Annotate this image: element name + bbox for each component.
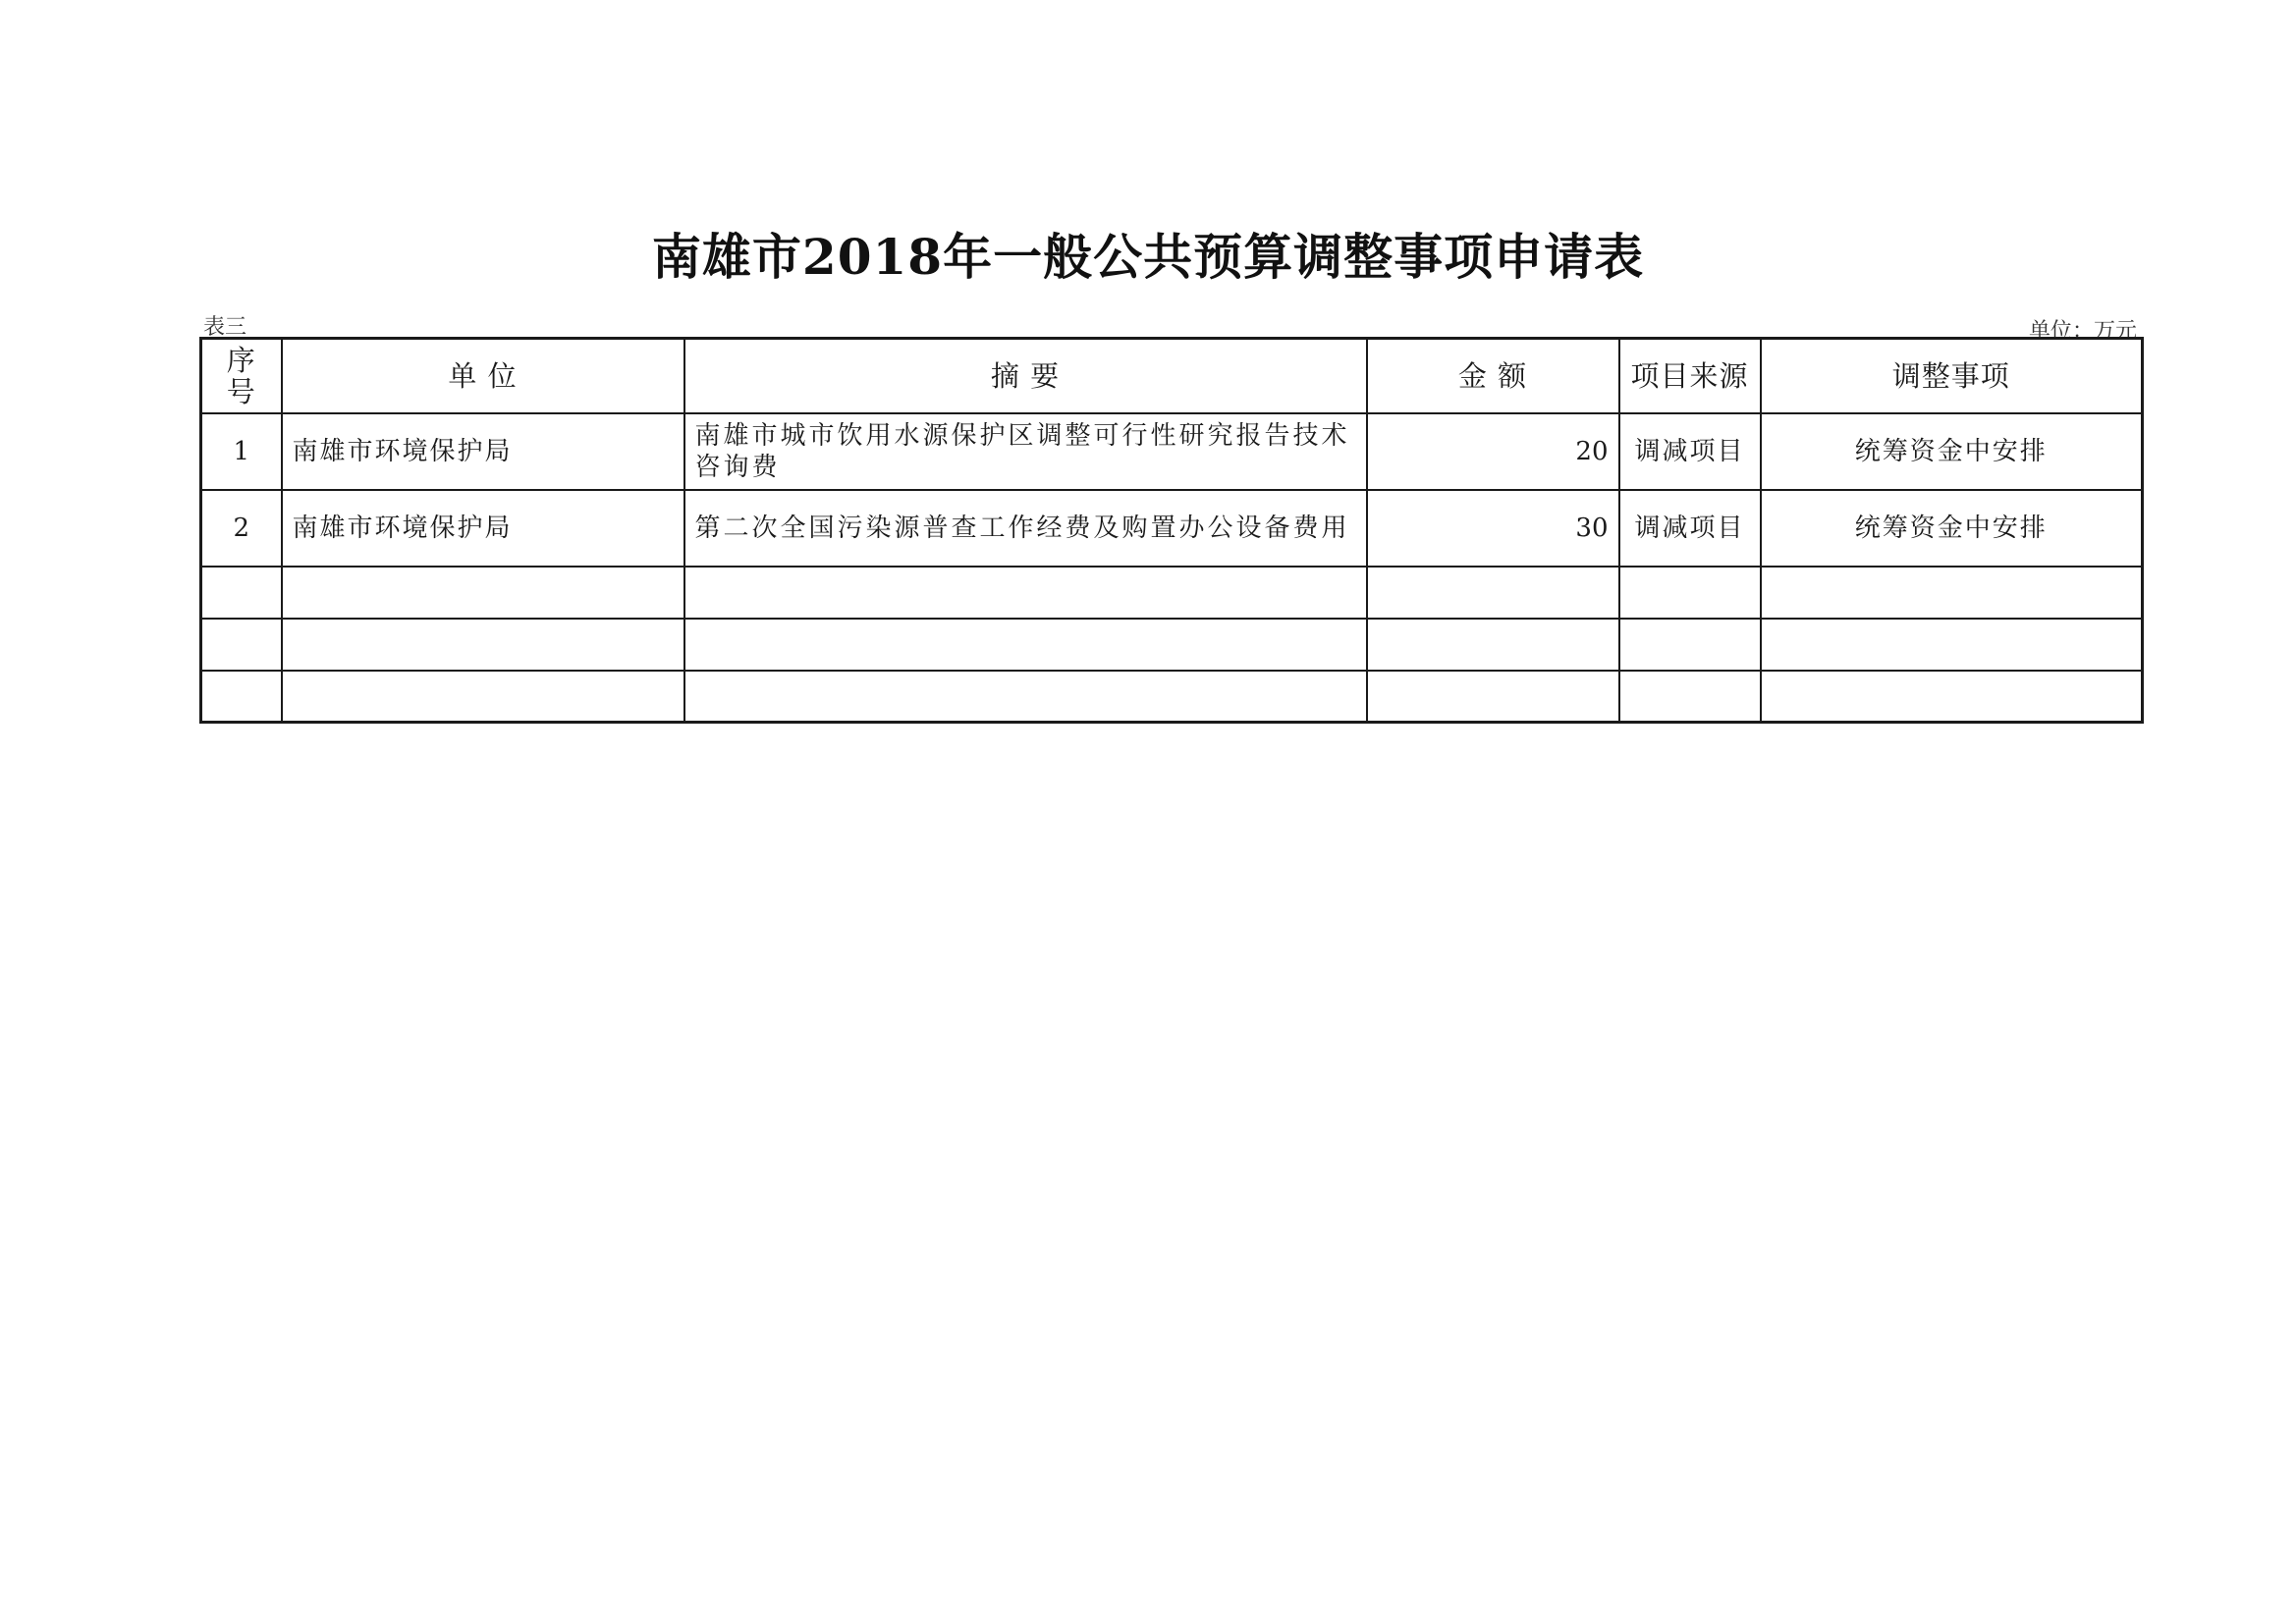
empty-cell [1367, 671, 1619, 723]
cell-source: 调减项目 [1619, 413, 1761, 490]
empty-cell [684, 671, 1367, 723]
empty-cell [684, 567, 1367, 619]
empty-cell [1619, 671, 1761, 723]
unit-label: 单位：万元 [2028, 319, 2137, 344]
cell-unit: 南雄市环境保护局 [282, 413, 684, 490]
cell-summary: 南雄市城市饮用水源保护区调整可行性研究报告技术咨询费 [684, 413, 1367, 490]
empty-cell [282, 567, 684, 619]
empty-cell [282, 619, 684, 671]
empty-cell [1619, 619, 1761, 671]
header-source: 项目来源 [1619, 339, 1761, 413]
empty-cell [684, 619, 1367, 671]
header-summary: 摘 要 [684, 339, 1367, 413]
empty-cell [201, 619, 282, 671]
empty-cell [1761, 671, 2143, 723]
table-label: 表三 [203, 315, 247, 340]
header-seq: 序号 [201, 339, 282, 413]
empty-cell [1619, 567, 1761, 619]
empty-table-row [201, 619, 2143, 671]
cell-seq: 1 [201, 413, 282, 490]
empty-cell [1367, 619, 1619, 671]
empty-cell [1761, 567, 2143, 619]
page-title: 南雄市2018年一般公共预算调整事项申请表 [651, 228, 1645, 286]
empty-cell [201, 567, 282, 619]
cell-amount: 30 [1367, 490, 1619, 567]
header-amount: 金 额 [1367, 339, 1619, 413]
table-header-row [201, 339, 2143, 413]
cell-seq: 2 [201, 490, 282, 567]
empty-table-row [201, 671, 2143, 723]
cell-adjustment-item: 统筹资金中安排 [1761, 413, 2143, 490]
cell-adjustment-item: 统筹资金中安排 [1761, 490, 2143, 567]
empty-cell [282, 671, 684, 723]
empty-cell [201, 671, 282, 723]
cell-amount: 20 [1367, 413, 1619, 490]
empty-table-row [201, 567, 2143, 619]
budget-adjustment-table [199, 337, 2144, 724]
table-row [201, 490, 2143, 567]
header-unit: 单 位 [282, 339, 684, 413]
table-row [201, 413, 2143, 490]
header-item: 调整事项 [1761, 339, 2143, 413]
empty-cell [1367, 567, 1619, 619]
cell-source: 调减项目 [1619, 490, 1761, 567]
cell-unit: 南雄市环境保护局 [282, 490, 684, 567]
empty-cell [1761, 619, 2143, 671]
cell-summary: 第二次全国污染源普查工作经费及购置办公设备费用 [684, 490, 1367, 567]
